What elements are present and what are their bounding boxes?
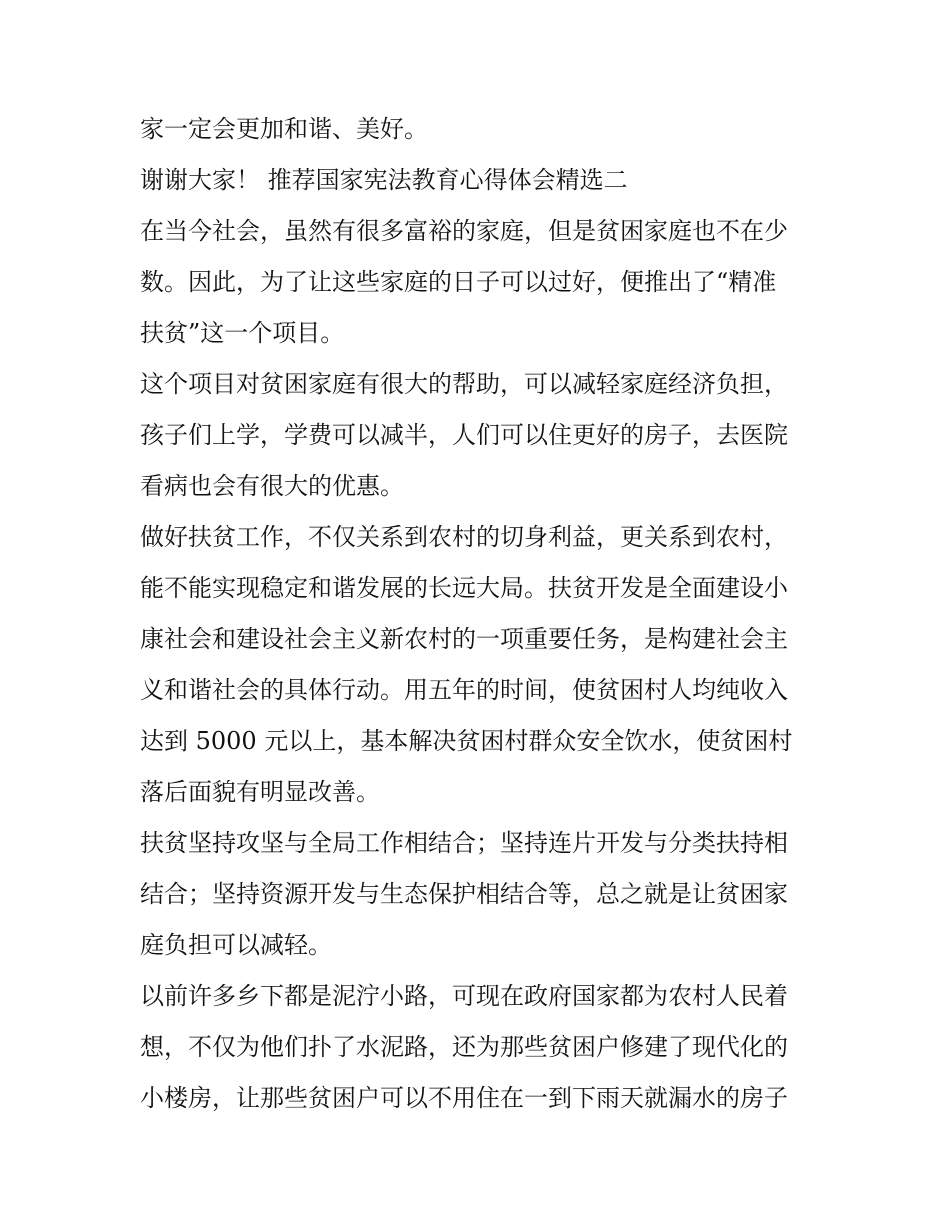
text-line: 结合；坚持资源开发与生态保护相结合等，总之就是让贫困家 [140, 880, 788, 908]
text-line: 义和谐社会的具体行动。用五年的时间，使贫困村人均纯收入 [140, 676, 788, 704]
text-line: 扶贫”这一个项目。 [140, 319, 345, 347]
text-line: 想，不仅为他们扑了水泥路，还为那些贫困户修建了现代化的 [140, 1033, 788, 1061]
text-line: 孩子们上学，学费可以减半，人们可以住更好的房子，去医院 [140, 421, 788, 449]
text-line: 扶贫坚持攻坚与全局工作相结合；坚持连片开发与分类扶持相 [140, 829, 788, 857]
text-line: 庭负担可以减轻。 [140, 931, 332, 959]
text-line: 看病也会有很大的优惠。 [140, 472, 404, 500]
text-line: 谢谢大家！ 推荐国家宪法教育心得体会精选二 [140, 166, 628, 194]
text-line: 达到 5000 元以上，基本解决贫困村群众安全饮水，使贫困村 [140, 727, 793, 755]
text-line: 康社会和建设社会主义新农村的一项重要任务，是构建社会主 [140, 625, 788, 653]
text-line: 小楼房，让那些贫困户可以不用住在一到下雨天就漏水的房子 [140, 1084, 788, 1112]
document-body [140, 104, 812, 1124]
text-line: 在当今社会，虽然有很多富裕的家庭，但是贫困家庭也不在少 [140, 217, 788, 245]
text-line: 落后面貌有明显改善。 [140, 778, 380, 806]
text-line: 做好扶贫工作，不仅关系到农村的切身利益，更关系到农村， [140, 523, 788, 551]
text-line: 数。因此，为了让这些家庭的日子可以过好，便推出了“精准 [140, 268, 777, 296]
text-line: 这个项目对贫困家庭有很大的帮助，可以减轻家庭经济负担， [140, 370, 788, 398]
text-line: 能不能实现稳定和谐发展的长远大局。扶贫开发是全面建设小 [140, 574, 788, 602]
text-line: 家一定会更加和谐、美好。 [140, 115, 428, 143]
text-line: 以前许多乡下都是泥泞小路，可现在政府国家都为农村人民着 [140, 982, 788, 1010]
